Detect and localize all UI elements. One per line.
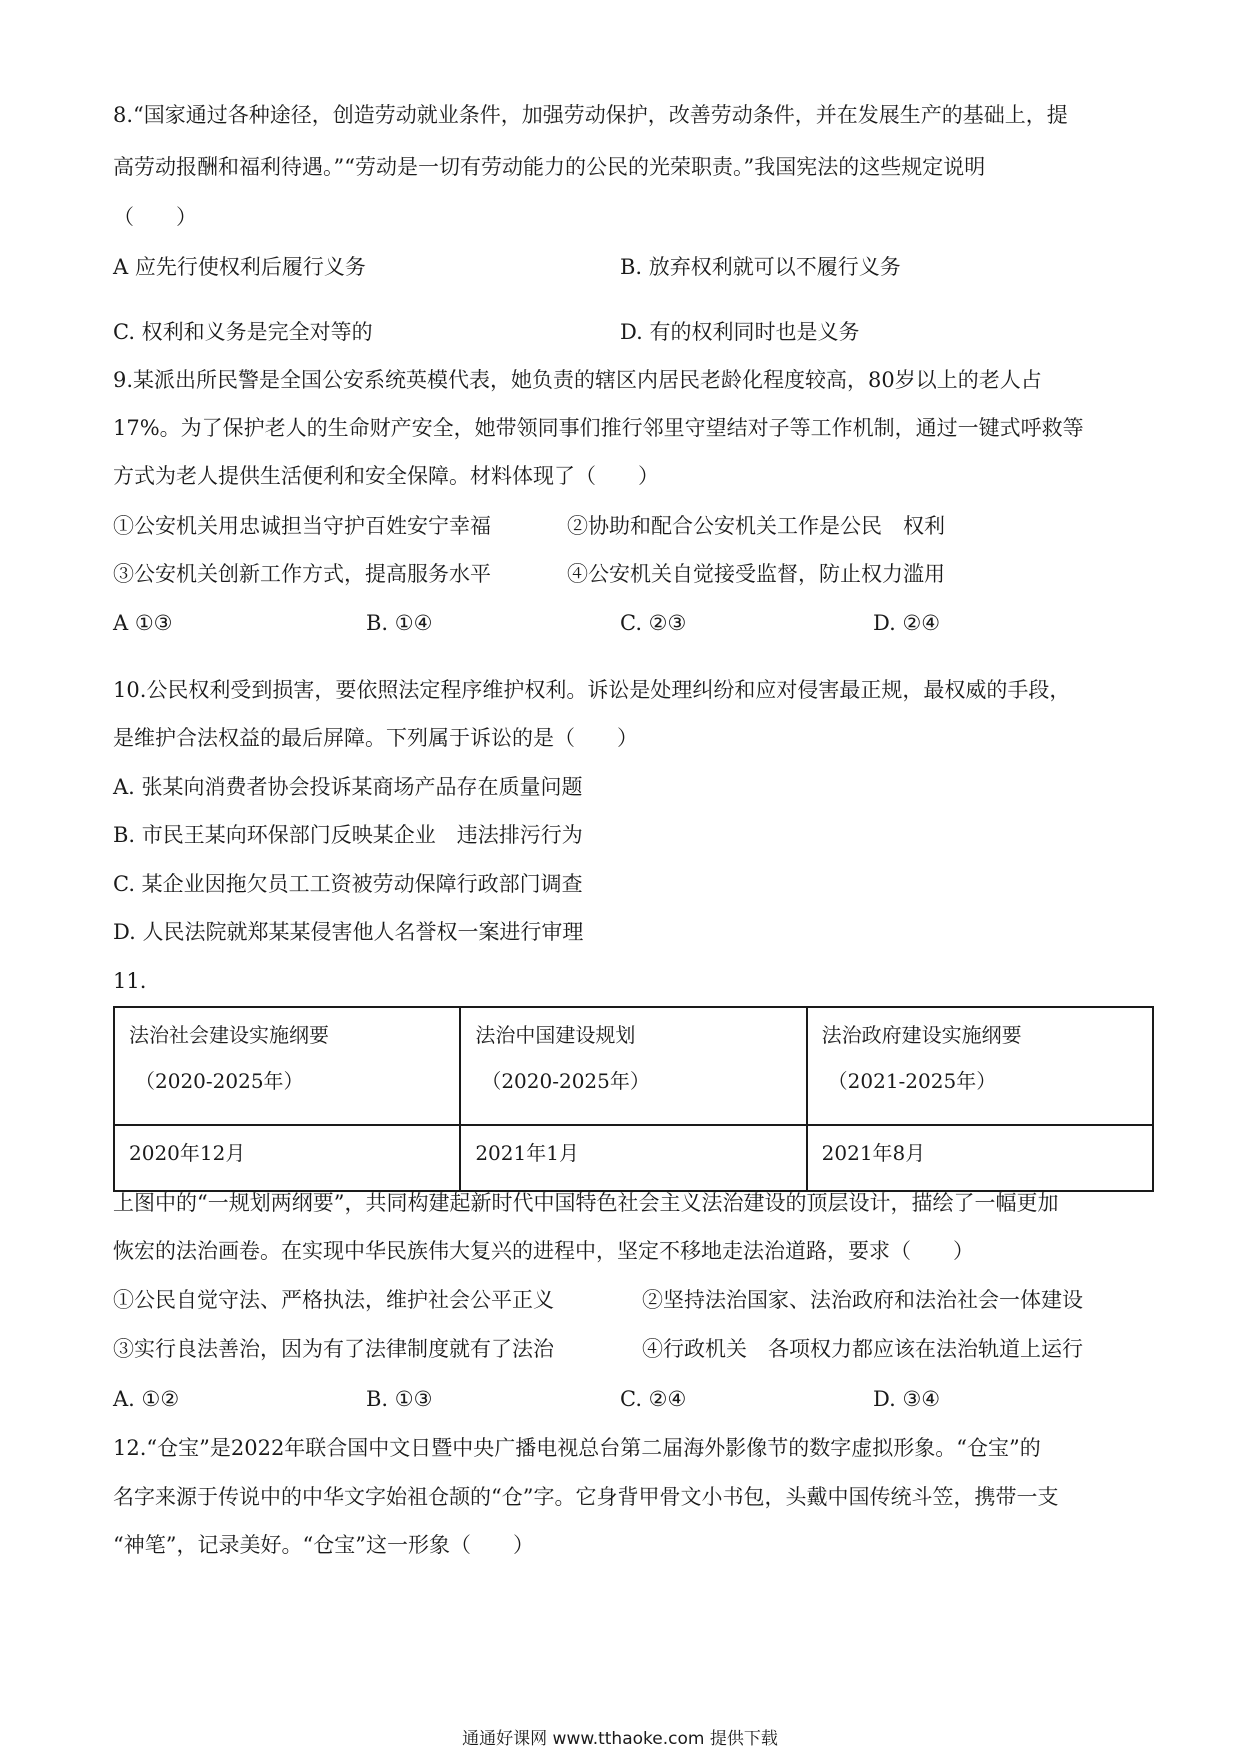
plan-title: 法治政府建设实施纲要 xyxy=(821,1023,1022,1047)
q8-stem-line-2: 高劳动报酬和福利待遇。”“劳动是一切有劳动能力的公民的光荣职责。”我国宪法的这些规定说明 xyxy=(113,155,986,179)
table-row xyxy=(114,1125,1153,1191)
q8-option-c: C. 权利和义务是完全对等的 xyxy=(113,320,373,344)
q11-number: 11. xyxy=(113,969,147,993)
q9-stem-line-3: 方式为老人提供生活便利和安全保障。材料体现了（ ） xyxy=(113,464,659,488)
page-footer: 通通好课网 www.tthaoke.com 提供下载 xyxy=(462,1729,778,1749)
q12-stem-line-2: 名字来源于传说中的中华文字始祖仓颉的“仓”字。它身背甲骨文小书包，头戴中国传统斗笠，携带一支 xyxy=(113,1485,1059,1509)
q11-statement-2: ②坚持法治国家、法治政府和法治社会一体建设 xyxy=(642,1288,1083,1312)
q11-option-b: B. ①③ xyxy=(366,1387,433,1411)
plan-period: （2020-2025年） xyxy=(481,1069,650,1093)
table-cell xyxy=(807,1007,1153,1125)
q10-option-d: D. 人民法院就郑某某侵害他人名誉权一案进行审理 xyxy=(113,920,584,944)
table-row xyxy=(114,1007,1153,1125)
plan-title: 法治社会建设实施纲要 xyxy=(129,1023,329,1047)
q10-stem-line-2: 是维护合法权益的最后屏障。下列属于诉讼的是（ ） xyxy=(113,726,638,750)
q11-statement-1: ①公民自觉守法、严格执法，维护社会公平正义 xyxy=(113,1288,554,1312)
q9-stem-line-2: 17%。为了保护老人的生命财产安全，她带领同事们推行邻里守望结对子等工作机制，通过一键式呼救等 xyxy=(113,416,1084,440)
plan-date: 2021年8月 xyxy=(807,1125,1153,1191)
q8-stem-line-1: 8.“国家通过各种途径，创造劳动就业条件，加强劳动保护，改善劳动条件，并在发展生产的基础上，提 xyxy=(113,103,1068,127)
q8-option-b: B. 放弃权利就可以不履行义务 xyxy=(620,255,901,279)
q11-option-a: A. ①② xyxy=(113,1387,180,1411)
q12-stem-line-1: 12.“仓宝”是2022年联合国中文日暨中央广播电视总台第二届海外影像节的数字虚拟形象。“仓宝”的 xyxy=(113,1436,1041,1460)
q9-stem-line-1: 9.某派出所民警是全国公安系统英模代表，她负责的辖区内居民老龄化程度较高，80岁以上的老人占 xyxy=(113,368,1042,392)
q12-stem-line-3: “神笔”，记录美好。“仓宝”这一形象（ ） xyxy=(113,1533,534,1557)
q9-statement-2: ②协助和配合公安机关工作是公民 权利 xyxy=(567,514,945,538)
plan-title: 法治中国建设规划 xyxy=(475,1023,636,1047)
q8-option-a: A 应先行使权利后履行义务 xyxy=(113,255,366,279)
q9-option-b: B. ①④ xyxy=(366,611,433,635)
plan-period: （2021-2025年） xyxy=(827,1069,997,1093)
q10-option-b: B. 市民王某向环保部门反映某企业 违法排污行为 xyxy=(113,823,583,847)
plan-date: 2021年1月 xyxy=(460,1125,806,1191)
q9-statement-1: ①公安机关用忠诚担当守护百姓安宁幸福 xyxy=(113,514,491,538)
q9-option-c: C. ②③ xyxy=(620,611,687,635)
q9-statement-4: ④公安机关自觉接受监督，防止权力滥用 xyxy=(567,562,945,586)
plan-period: （2020-2025年） xyxy=(135,1069,304,1093)
q8-option-d: D. 有的权利同时也是义务 xyxy=(620,320,860,344)
q10-stem-line-1: 10.公民权利受到损害，要依照法定程序维护权利。诉讼是处理纠纷和应对侵害最正规，最权威的手段， xyxy=(113,678,1071,702)
plan-date: 2020年12月 xyxy=(114,1125,460,1191)
q9-statement-3: ③公安机关创新工作方式，提高服务水平 xyxy=(113,562,491,586)
q11-plan-table xyxy=(113,1006,1154,1192)
q9-option-d: D. ②④ xyxy=(873,611,941,635)
table-cell xyxy=(114,1007,460,1125)
q9-option-a: A ①③ xyxy=(113,611,173,635)
q11-stem-line-2: 恢宏的法治画卷。在实现中华民族伟大复兴的进程中，坚定不移地走法治道路，要求（ ） xyxy=(113,1239,974,1263)
q10-option-a: A. 张某向消费者协会投诉某商场产品存在质量问题 xyxy=(113,775,583,799)
q11-option-c: C. ②④ xyxy=(620,1387,687,1411)
q11-statement-4: ④行政机关 各项权力都应该在法治轨道上运行 xyxy=(642,1337,1083,1361)
q11-stem-line-1: 上图中的“一规划两纲要”，共同构建起新时代中国特色社会主义法治建设的顶层设计，描绘了一幅更加 xyxy=(113,1191,1059,1215)
q11-statement-3: ③实行良法善治，因为有了法律制度就有了法治 xyxy=(113,1337,554,1361)
q11-option-d: D. ③④ xyxy=(873,1387,941,1411)
q8-stem-line-3: （ ） xyxy=(113,205,197,229)
table-cell xyxy=(460,1007,806,1125)
q10-option-c: C. 某企业因拖欠员工工资被劳动保障行政部门调查 xyxy=(113,872,583,896)
